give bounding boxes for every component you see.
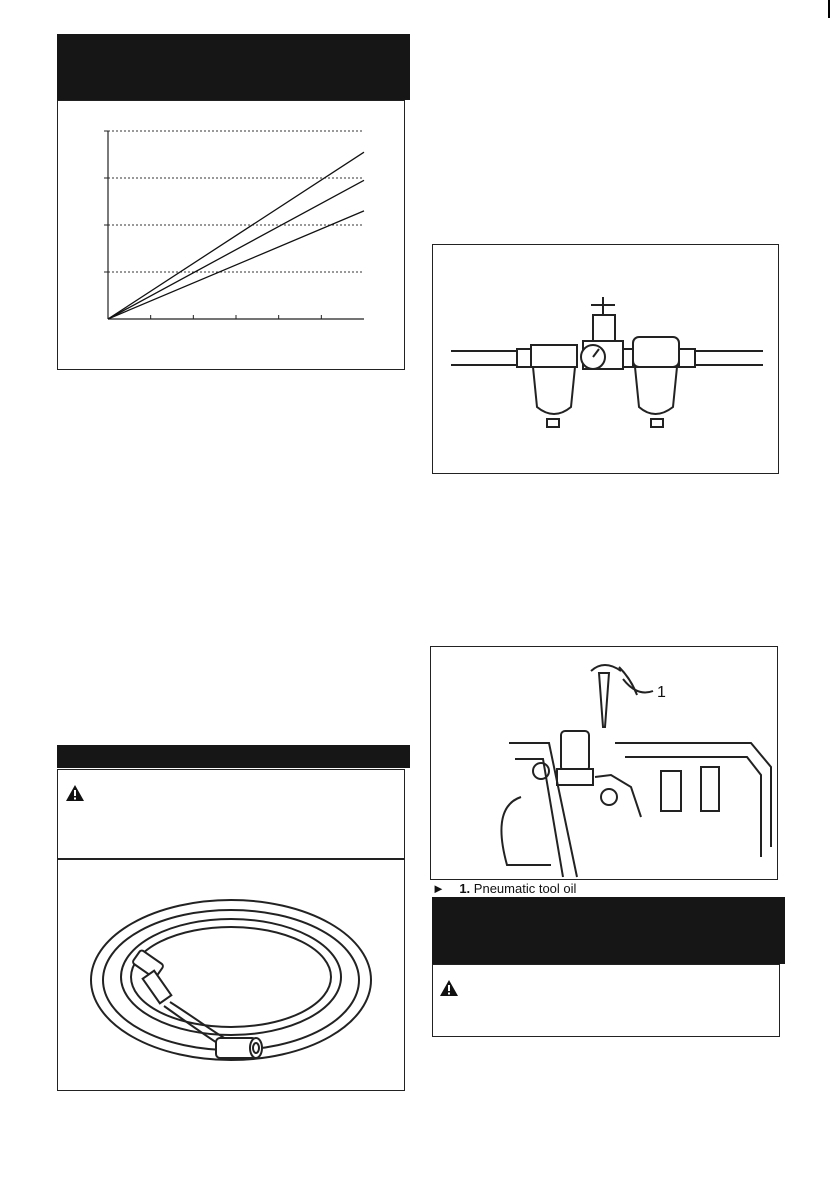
right-warning-box [432,964,780,1037]
air-set-figure-frame [432,244,779,474]
page-edge-mark [828,0,830,18]
filter-regulator-lubricator-illustration [433,245,777,472]
figure-caption [432,881,576,896]
series-line-1 [108,152,364,319]
warning-triangle-icon [65,784,85,802]
warning-header-bar [57,745,410,768]
right-section-header-bar [432,897,785,964]
air-hose-illustration [58,860,403,1089]
warning-box [57,769,405,859]
series-line-2 [108,180,364,319]
section-header-bar [57,34,410,100]
callout-number: 1 [657,684,666,701]
line-chart [58,101,403,368]
caption-marker: ► [432,881,445,896]
caption-index: 1. [459,881,471,896]
oiling-illustration [431,647,776,878]
warning-triangle-icon [439,979,459,997]
hose-fitting-icon [216,1038,262,1058]
caption-text: Pneumatic tool oil [473,881,577,896]
chart-frame [57,100,405,370]
series-line-3 [108,211,364,319]
hose-figure-frame [57,859,405,1091]
oiling-figure-frame [430,646,778,880]
